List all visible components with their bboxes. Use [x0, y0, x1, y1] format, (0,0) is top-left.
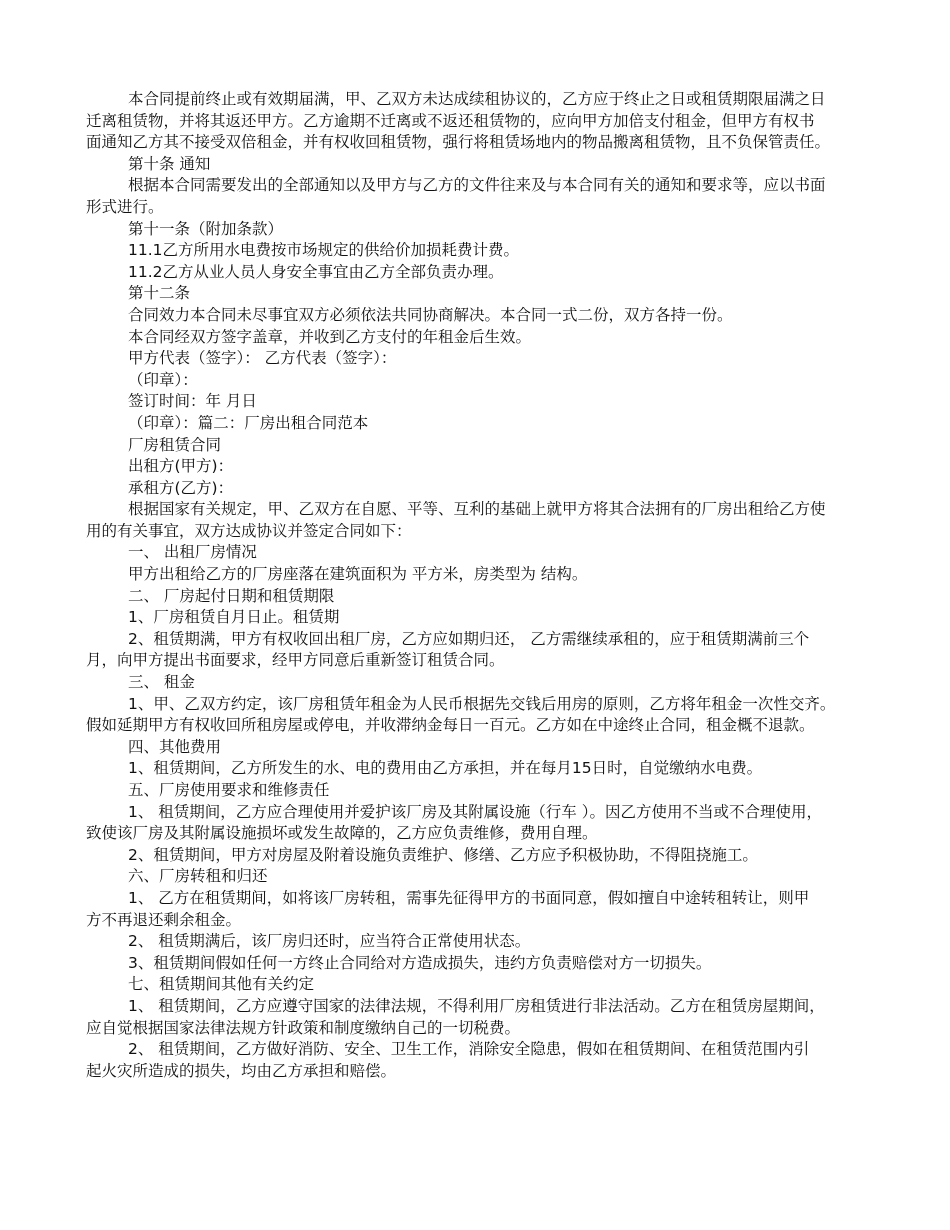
paragraph	[86, 866, 866, 888]
text-line: 2、租赁期间，甲方对房屋及附着设施负责维护、修缮、乙方应予积极协助，不得阻挠施工。	[128, 845, 758, 864]
paragraph	[86, 694, 866, 737]
text-line: 第十二条	[128, 284, 191, 303]
text-line: 1、甲、乙双方约定，该厂房租赁年租金为人民币根据先交钱后用房的原则，乙方将年租金一次性交齐。	[128, 694, 836, 713]
paragraph	[86, 542, 866, 564]
text-line: 面通知乙方其不接受双倍租金，并有权收回租赁物，强行将租赁场地内的物品搬离租赁物，且不负保管责任。	[86, 133, 831, 152]
paragraph	[86, 413, 866, 435]
paragraph	[86, 175, 866, 218]
paragraph	[86, 672, 866, 694]
text-line: 七、租赁期间其他有关约定	[128, 975, 315, 994]
paragraph	[86, 154, 866, 176]
text-line: 1、 租赁期间，乙方应合理使用并爱护该厂房及其附属设施（行车 ）。因乙方使用不当或不合理使用，	[128, 802, 822, 821]
text-line: 11.1乙方所用水电费按市场规定的供给价加损耗费计费。	[128, 241, 520, 260]
text-line: 方不再退还剩余租金。	[86, 910, 242, 929]
text-line: 2、租赁期满，甲方有权收回出租厂房，乙方应如期归还， 乙方需继续承租的，应于租赁期满前三个	[128, 629, 810, 648]
paragraph	[86, 499, 866, 542]
document-body	[86, 89, 866, 1082]
paragraph	[86, 348, 866, 370]
text-line: 1、租赁期间，乙方所发生的水、电的费用由乙方承担，并在每月15日时，自觉缴纳水电费。	[128, 759, 763, 778]
paragraph	[86, 802, 866, 845]
paragraph	[86, 370, 866, 392]
text-line: 第十条 通知	[128, 154, 211, 173]
paragraph	[86, 1039, 866, 1082]
text-line: （印章）：	[128, 370, 198, 389]
paragraph	[86, 305, 866, 327]
paragraph	[86, 391, 866, 413]
paragraph	[86, 607, 866, 629]
paragraph	[86, 845, 866, 867]
text-line: 本合同提前终止或有效期届满，甲、乙双方未达成续租协议的，乙方应于终止之日或租赁期限届满之日	[128, 90, 826, 108]
paragraph	[86, 737, 866, 759]
text-line: 甲方代表（签字）： 乙方代表（签字）：	[128, 349, 397, 368]
text-line: 月，向甲方提出书面要求，经甲方同意后重新签订租赁合同。	[86, 651, 505, 670]
text-line: 3、租赁期间假如任何一方终止合同给对方造成损失，违约方负责赔偿对方一切损失。	[128, 953, 712, 972]
text-line: 一、 出租厂房情况	[128, 543, 257, 562]
text-line: 迁离租赁物，并将其返还甲方。乙方逾期不迁离或不返还租赁物的，应向甲方加倍支付租金，但甲方有权书	[86, 111, 815, 130]
text-line: 假如延期甲方有权收回所租房屋或停电，并收滞纳金每日一百元。乙方如在中途终止合同，租金概不退款。	[86, 716, 815, 735]
text-line: 五、厂房使用要求和维修责任	[128, 781, 330, 799]
paragraph	[86, 283, 866, 305]
text-line: 根据本合同需要发出的全部通知以及甲方与乙方的文件往来及与本合同有关的通知和要求等，应以书面	[128, 176, 826, 195]
text-line: 起火灾所造成的损失，均由乙方承担和赔偿。	[86, 1061, 397, 1080]
paragraph	[86, 996, 866, 1039]
paragraph	[86, 931, 866, 953]
text-line: 四、其他费用	[128, 737, 222, 756]
text-line: 应自觉根据国家法律法规方针政策和制度缴纳自己的一切税费。	[86, 1018, 521, 1037]
text-line: 第十一条（附加条款）	[128, 219, 284, 238]
text-line: 用的有关事宜，双方达成协议并签定合同如下：	[86, 521, 412, 540]
paragraph	[86, 435, 866, 457]
paragraph	[86, 456, 866, 478]
text-line: 11.2乙方从业人员人身安全事宜由乙方全部负责办理。	[128, 262, 504, 281]
text-line: 三、 租金	[128, 673, 195, 692]
paragraph	[86, 974, 866, 996]
paragraph	[86, 564, 866, 586]
text-line: 签订时间：年 月日	[128, 392, 257, 411]
text-line: 1、 租赁期间，乙方应遵守国家的法律法规，不得利用厂房租赁进行非法活动。乙方在租赁房屋期间，	[128, 996, 825, 1015]
paragraph	[86, 219, 866, 241]
text-line: 致使该厂房及其附属设施损坏或发生故障的，乙方应负责维修，费用自理。	[86, 824, 598, 843]
paragraph	[86, 478, 866, 500]
text-line: 2、 租赁期满后，该厂房归还时，应当符合正常使用状态。	[128, 932, 531, 951]
text-line: 厂房租赁合同	[128, 435, 222, 454]
text-line: 1、 乙方在租赁期间，如将该厂房转租，需事先征得甲方的书面同意，假如擅自中途转租转让，则甲	[128, 888, 810, 907]
paragraph	[86, 758, 866, 780]
paragraph	[86, 888, 866, 931]
text-line: 甲方出租给乙方的厂房座落在建筑面积为 平方米，房类型为 结构。	[128, 565, 588, 584]
paragraph	[86, 780, 866, 802]
text-line: 根据国家有关规定，甲、乙双方在自愿、平等、互利的基础上就甲方将其合法拥有的厂房出租给乙方使	[128, 500, 826, 519]
paragraph	[86, 89, 866, 154]
paragraph	[86, 953, 866, 975]
paragraph	[86, 262, 866, 284]
text-line: 承租方(乙方)：	[128, 478, 234, 497]
text-line: 2、 租赁期间，乙方做好消防、安全、卫生工作，消除安全隐患，假如在租赁期间、在租赁范围内引	[128, 1040, 810, 1059]
text-line: 1、厂房租赁自月日止。租赁期	[128, 608, 340, 627]
text-line: （印章）：篇二：厂房出租合同范本	[128, 413, 369, 432]
text-line: 二、 厂房起付日期和租赁期限	[128, 586, 335, 605]
text-line: 六、厂房转租和归还	[128, 867, 268, 886]
paragraph	[86, 586, 866, 608]
text-line: 合同效力本合同未尽事宜双方必须依法共同协商解决。本合同一式二份，双方各持一份。	[128, 305, 733, 324]
text-line: 形式进行。	[86, 197, 164, 216]
text-line: 本合同经双方签字盖章，并收到乙方支付的年租金后生效。	[128, 327, 532, 346]
paragraph	[86, 240, 866, 262]
paragraph	[86, 327, 866, 349]
paragraph	[86, 629, 866, 672]
text-line: 出租方(甲方)：	[128, 457, 234, 476]
